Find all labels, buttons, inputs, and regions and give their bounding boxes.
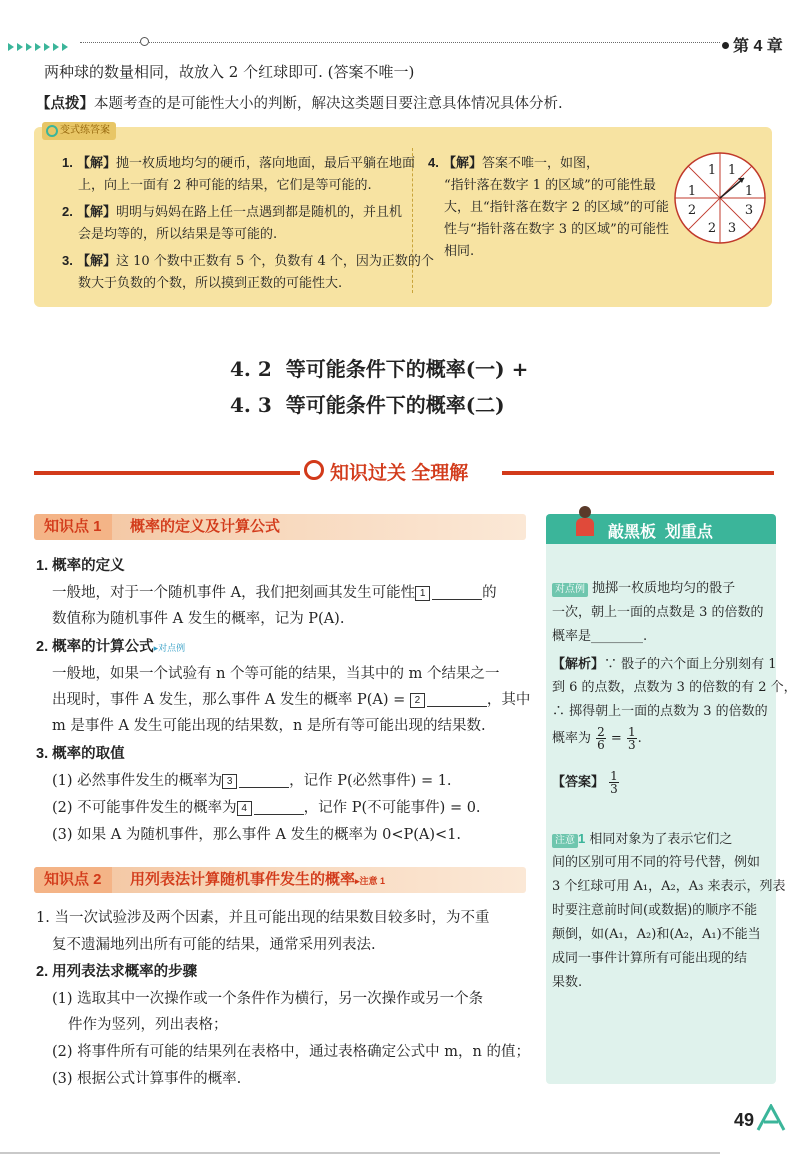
spinner-label: 1 bbox=[687, 184, 697, 199]
spinner-label: 1 bbox=[707, 163, 717, 178]
footer-rule bbox=[0, 1152, 720, 1154]
blank-number: 1 bbox=[415, 586, 430, 601]
key-icon bbox=[46, 125, 58, 137]
teacher-icon bbox=[572, 506, 598, 542]
kp1-s2-line2: 出现时，事件 A 发生，那么事件 A 发生的概率 P(A) = 2 ，其中 bbox=[52, 692, 531, 708]
kp2-s2-d: (3) 根据公式计算事件的概率. bbox=[52, 1071, 242, 1087]
kp2-s2-b: 件作为竖列，列出表格； bbox=[68, 1017, 228, 1033]
blank-number: 4 bbox=[237, 801, 252, 816]
spinner-label: 3 bbox=[744, 203, 754, 218]
spinner-label: 3 bbox=[727, 221, 737, 236]
spinner-label: 2 bbox=[687, 203, 697, 218]
fraction: $\frac{1}{3}$ bbox=[627, 725, 636, 752]
kp2-s2-a: (1) 选取其中一次操作或一个条件作为横行，另一次操作或另一个条 bbox=[52, 991, 484, 1007]
sidebar-note-line1: 注意 1 相同对象为了表示它们之 bbox=[552, 828, 732, 851]
header-rule bbox=[80, 42, 720, 43]
kp2-title: 用列表法计算随机事件发生的概率▸注意 1 bbox=[130, 871, 386, 888]
tip-label: 【点拨】 bbox=[36, 96, 94, 112]
banner-title: 知识过关 全理解 bbox=[330, 463, 469, 484]
answer-item-4: 4. 【解】答案不唯一，如图， “指针落在数字 1 的区域”的可能性最 大，且“指针落在数字 2 的区域”的可能 性与“指针落在数字 3 的区域”的可能性 相同. bbox=[428, 155, 669, 259]
kp2-s1-line2: 复不遗漏地列出所有可能的结果，通常采用列表法. bbox=[52, 937, 376, 953]
spinner-diagram bbox=[672, 150, 768, 246]
sidebar-answer: 【答案】 $\frac{1}{3}$ bbox=[552, 769, 618, 796]
answer-item-3: 3. 【解】这 10 个数中正数有 5 个，负数有 4 个，因为正数的个 数大于负数的个数，所以摸到正数的可能性大. bbox=[62, 253, 434, 291]
example-tag: 对点例 bbox=[552, 583, 588, 597]
kp1-s2-line1: 一般地，如果一个试验有 n 个等可能的结果，当其中的 m 个结果之一 bbox=[52, 666, 500, 682]
answer-blank[interactable] bbox=[239, 772, 289, 788]
answer-item-2: 2. 【解】明明与妈妈在路上任一点遇到都是随机的，并且机 会是均等的，所以结果是等可能的. bbox=[62, 204, 403, 242]
sidebar-analysis-line2: 到 6 的点数，点数为 3 的倍数的有 2 个， bbox=[552, 680, 797, 695]
page-number: 49 bbox=[734, 1110, 755, 1130]
spinner-label: 1 bbox=[744, 184, 754, 199]
section-title-1: 4. 2 等可能条件下的概率(一) + bbox=[230, 357, 529, 381]
ref-tag[interactable]: ▸注意 1 bbox=[355, 876, 386, 886]
kp1-s1-line1: 一般地，对于一个随机事件 A，我们把刻画其发生可能性 1 的 bbox=[52, 585, 497, 601]
answer-blank[interactable] bbox=[254, 799, 304, 815]
kp2-s2-heading: 2. 用列表法求概率的步骤 bbox=[36, 964, 198, 980]
fraction: $\frac{2}{6}$ bbox=[597, 725, 605, 752]
spinner-label: 1 bbox=[727, 163, 737, 178]
answer-left bbox=[62, 152, 434, 295]
kp1-s2-heading-row: 2. 概率的计算公式▸对点例 bbox=[36, 639, 186, 655]
banner-rule-right bbox=[502, 471, 774, 475]
fraction: $\frac{1}{3}$ bbox=[610, 769, 618, 796]
sidebar-note-line4: 时要注意前时间(或数据)的顺序不能 bbox=[552, 903, 758, 918]
ref-tag[interactable]: ▸对点例 bbox=[153, 643, 186, 653]
sidebar-note-line6: 成同一事件计算所有可能出现的结 bbox=[552, 951, 748, 966]
blank-number: 3 bbox=[222, 774, 237, 789]
kp1-s2-line3: m 是事件 A 发生可能出现的结果数，n 是所有等可能出现的结果数. bbox=[52, 718, 486, 734]
sidebar-example-line3: 概率是________. bbox=[552, 629, 648, 644]
sidebar-example-line2: 一次，朝上一面的点数是 3 的倍数的 bbox=[552, 605, 764, 620]
kp1-s3-heading: 3. 概率的取值 bbox=[36, 746, 125, 762]
tip-text: 本题考查的是可能性大小的判断，解决这类题目要注意具体情况具体分析. bbox=[94, 96, 563, 112]
sidebar-note-line5: 颠倒，如(A₁，A₂)和(A₂，A₁)不能当 bbox=[552, 927, 761, 942]
sidebar-title: 敲黑板 划重点 bbox=[608, 524, 713, 541]
kp1-tag: 知识点 1 bbox=[34, 514, 112, 540]
sidebar-note-line2: 间的区别可用不同的符号代替，例如 bbox=[552, 855, 761, 870]
answer-item-1: 1. 【解】抛一枚质地均匀的硬币，落向地面，最后平躺在地面 上，向上一面有 2 种可能的结果，它们是等可能的. bbox=[62, 155, 416, 193]
intro-tip bbox=[36, 94, 563, 114]
sidebar-analysis-line1: 【解析】∵ 骰子的六个面上分别刻有 1 bbox=[552, 656, 777, 672]
chapter-label: 第 4 章 bbox=[722, 33, 783, 56]
kp2-s1-line1: 1. 当一次试验涉及两个因素，并且可能出现的结果数目较多时，为不重 bbox=[36, 910, 490, 926]
kp1-s3-b: (2) 不可能事件发生的概率为 4 ，记作 P(不可能事件) = 0. bbox=[52, 800, 481, 816]
answer-blank[interactable] bbox=[427, 691, 487, 707]
answer-box-tag: 变式练答案 bbox=[42, 122, 116, 140]
spinner-label: 2 bbox=[707, 221, 717, 236]
intro-line: 两种球的数量相同，故放入 2 个红球即可. (答案不唯一) bbox=[44, 63, 415, 81]
sidebar-analysis-line3: ∴ 掷得朝上一面的点数为 3 的倍数的 bbox=[552, 704, 768, 719]
sidebar-note-line7: 果数. bbox=[552, 975, 583, 990]
kp2-s2-c: (2) 将事件所有可能的结果列在表格中，通过表格确定公式中 m，n 的值； bbox=[52, 1044, 530, 1060]
kp2-header bbox=[34, 867, 526, 893]
sidebar-analysis-line4: 概率为 $\frac{2}{6}$ = $\frac{1}{3}$ . bbox=[552, 725, 642, 752]
kp1-s3-c: (3) 如果 A 为随机事件，那么事件 A 发生的概率为 0<P(A)<1. bbox=[52, 827, 462, 843]
banner-icon bbox=[304, 460, 324, 480]
kp1-s3-a: (1) 必然事件发生的概率为 3 ，记作 P(必然事件) = 1. bbox=[52, 773, 452, 789]
kp1-s1-heading: 1. 概率的定义 bbox=[36, 558, 125, 574]
sidebar-note-line3: 3 个红球可用 A₁，A₂，A₃ 来表示，列表 bbox=[552, 879, 786, 894]
kp1-s1-line2: 数值称为随机事件 A 发生的概率，记为 P(A). bbox=[52, 611, 345, 627]
answer-blank[interactable] bbox=[432, 584, 482, 600]
kp1-header bbox=[34, 514, 526, 540]
header-progress-arrows bbox=[8, 36, 78, 44]
sidebar-example-line1: 对点例 抛掷一枚质地均匀的骰子 bbox=[552, 578, 735, 600]
blank-number: 2 bbox=[410, 693, 425, 708]
header-rule-dot bbox=[140, 37, 149, 46]
page-logo-icon bbox=[756, 1104, 786, 1132]
section-title-2: 4. 3 等可能条件下的概率(二) bbox=[230, 393, 505, 417]
note-tag: 注意 bbox=[552, 834, 578, 848]
kp2-tag: 知识点 2 bbox=[34, 867, 112, 893]
banner-rule-left bbox=[34, 471, 300, 475]
kp1-title: 概率的定义及计算公式 bbox=[130, 518, 281, 535]
